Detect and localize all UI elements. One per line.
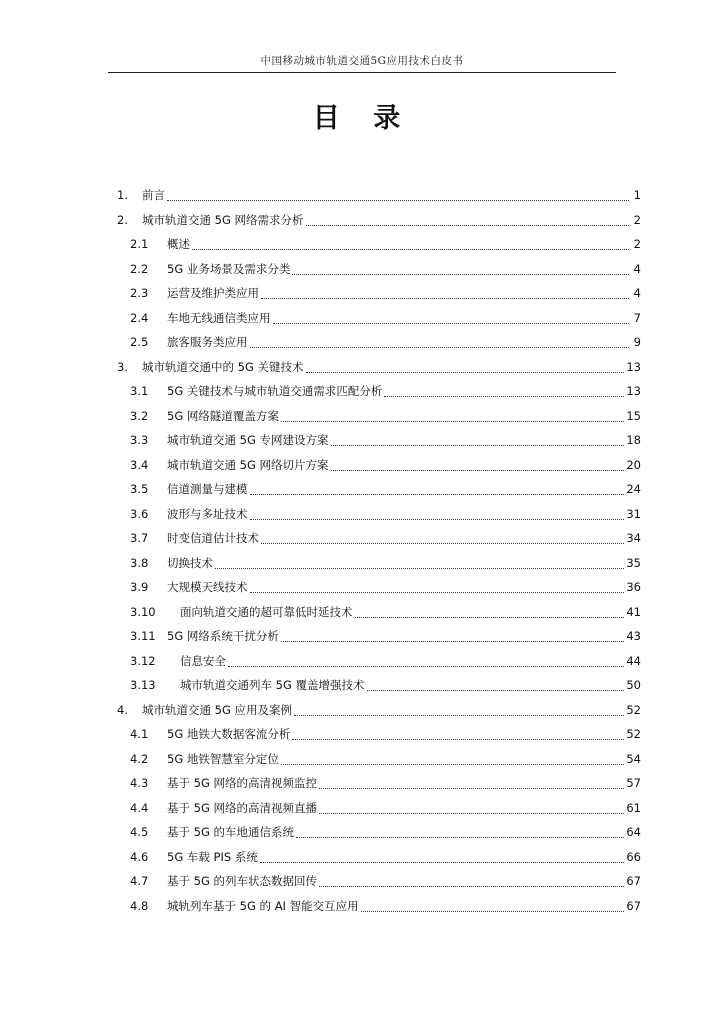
toc-label: 5G 关键技术与城市轨道交通需求匹配分析: [167, 384, 383, 398]
toc-leader-dots: [306, 363, 625, 373]
toc-leader-dots: [367, 681, 625, 691]
toc-entry[interactable]: [0, 526, 725, 551]
toc-number: 2.3: [130, 286, 149, 300]
toc-number: 3.5: [130, 482, 149, 496]
toc-label: 城轨列车基于 5G 的 AI 智能交互应用: [167, 898, 359, 913]
toc-leader-dots: [355, 608, 625, 618]
toc-page-number: 18: [626, 433, 641, 447]
toc-label: 信息安全: [180, 653, 226, 668]
toc-leader-dots: [331, 436, 625, 446]
toc-label: 旅客服务类应用: [167, 335, 248, 349]
toc-entry[interactable]: [0, 477, 725, 502]
toc-label: 概述: [167, 237, 190, 251]
toc-page-number: 4: [633, 261, 641, 276]
toc-leader-dots: [281, 412, 624, 422]
toc-label: 切换技术: [167, 555, 213, 570]
toc-number: 2.2: [130, 261, 149, 276]
toc-number: 4.1: [130, 727, 149, 741]
toc-label: 时变信道估计技术: [167, 531, 259, 545]
page-title: 目 录: [312, 103, 413, 134]
toc-entry[interactable]: [0, 575, 725, 600]
toc-entry[interactable]: [0, 355, 725, 380]
toc-leader-dots: [281, 632, 624, 642]
toc-page-number: 50: [626, 678, 641, 692]
toc-page-number: 13: [626, 359, 641, 374]
toc-label: 信道测量与建模: [167, 482, 248, 496]
toc-number: 3.1: [130, 384, 149, 398]
toc-number: 3.12: [130, 653, 156, 668]
running-header: 中国移动城市轨道交通5G应用技术白皮书: [260, 55, 464, 67]
toc-number: 2.1: [130, 237, 149, 251]
toc-entry[interactable]: [0, 306, 725, 331]
toc-page-number: 24: [626, 482, 641, 496]
toc-entry[interactable]: [0, 453, 725, 478]
toc-number: 4.: [117, 702, 128, 717]
toc-page-number: 7: [633, 310, 641, 325]
toc-label: 大规模天线技术: [167, 580, 248, 594]
toc-label: 基于 5G 的车地通信系统: [167, 825, 295, 839]
toc-entry[interactable]: [0, 624, 725, 649]
toc-number: 3.7: [130, 531, 149, 545]
toc-entry[interactable]: [0, 649, 725, 674]
toc-entry[interactable]: [0, 771, 725, 796]
toc-entry[interactable]: [0, 330, 725, 355]
toc-page-number: 43: [626, 629, 641, 643]
toc-label: 面向轨道交通的超可靠低时延技术: [180, 604, 353, 619]
toc-entry[interactable]: [0, 183, 725, 208]
toc-page-number: 20: [626, 457, 641, 472]
toc-page-number: 44: [626, 653, 641, 668]
toc-entry[interactable]: [0, 208, 725, 233]
toc-page-number: 15: [626, 408, 641, 423]
toc-label: 前言: [142, 188, 165, 202]
toc-leader-dots: [228, 657, 624, 667]
toc-leader-dots: [261, 534, 624, 544]
toc-number: 3.11: [130, 629, 156, 643]
toc-page-number: 67: [626, 898, 641, 913]
toc-number: 2.: [117, 212, 128, 227]
toc-entry[interactable]: [0, 600, 725, 625]
toc-leader-dots: [319, 779, 624, 789]
toc-leader-dots: [281, 755, 624, 765]
toc-label: 基于 5G 网络的高清视频监控: [167, 776, 318, 790]
toc-number: 2.5: [130, 335, 149, 349]
toc-leader-dots: [250, 510, 625, 520]
table-of-contents: [0, 183, 725, 918]
toc-entry[interactable]: [0, 281, 725, 306]
toc-label: 城市轨道交通 5G 网络切片方案: [167, 457, 329, 472]
toc-page-number: 36: [626, 580, 641, 594]
toc-leader-dots: [319, 804, 624, 814]
toc-entry[interactable]: [0, 845, 725, 870]
toc-entry[interactable]: [0, 379, 725, 404]
header-rule: [108, 72, 616, 73]
toc-label: 城市轨道交通 5G 网络需求分析: [142, 212, 304, 227]
toc-label: 运营及维护类应用: [167, 286, 259, 300]
toc-page-number: 13: [626, 384, 641, 398]
toc-leader-dots: [292, 265, 629, 275]
toc-label: 5G 车载 PIS 系统: [167, 849, 258, 864]
toc-leader-dots: [261, 289, 629, 299]
toc-number: 3.6: [130, 506, 149, 521]
toc-number: 3.3: [130, 433, 149, 447]
toc-entry[interactable]: [0, 502, 725, 527]
toc-entry[interactable]: [0, 894, 725, 919]
toc-number: 3.9: [130, 580, 149, 594]
toc-leader-dots: [250, 338, 630, 348]
toc-number: 4.6: [130, 849, 149, 864]
toc-page-number: 2: [633, 237, 641, 251]
toc-label: 波形与多址技术: [167, 506, 248, 521]
toc-entry[interactable]: [0, 257, 725, 282]
toc-label: 5G 地铁智慧室分定位: [167, 751, 279, 766]
toc-entry[interactable]: [0, 796, 725, 821]
toc-page-number: 52: [626, 727, 641, 741]
toc-page-number: 61: [626, 800, 641, 815]
toc-leader-dots: [250, 485, 625, 495]
toc-number: 1.: [117, 188, 128, 202]
toc-page-number: 31: [626, 506, 641, 521]
toc-number: 4.8: [130, 898, 149, 913]
toc-label: 城市轨道交通列车 5G 覆盖增强技术: [180, 678, 365, 692]
toc-label: 城市轨道交通 5G 专网建设方案: [167, 433, 329, 447]
toc-page-number: 35: [626, 555, 641, 570]
toc-label: 车地无线通信类应用: [167, 310, 271, 325]
toc-entry[interactable]: [0, 673, 725, 698]
toc-label: 城市轨道交通中的 5G 关键技术: [142, 359, 304, 374]
toc-leader-dots: [296, 828, 624, 838]
toc-label: 5G 网络系统干扰分析: [167, 629, 279, 643]
toc-page-number: 34: [626, 531, 641, 545]
toc-entry[interactable]: [0, 722, 725, 747]
toc-leader-dots: [331, 461, 625, 471]
toc-label: 基于 5G 的列车状态数据回传: [167, 874, 318, 888]
toc-page-number: 9: [633, 335, 641, 349]
toc-page-number: 1: [633, 188, 641, 202]
toc-leader-dots: [273, 314, 630, 324]
toc-leader-dots: [215, 559, 624, 569]
toc-leader-dots: [250, 583, 625, 593]
toc-leader-dots: [167, 191, 629, 201]
toc-leader-dots: [361, 902, 625, 912]
toc-page-number: 54: [626, 751, 641, 766]
toc-page-number: 52: [626, 702, 641, 717]
toc-page-number: 67: [626, 874, 641, 888]
toc-number: 2.4: [130, 310, 149, 325]
toc-number: 3.4: [130, 457, 149, 472]
toc-number: 4.3: [130, 776, 149, 790]
toc-number: 4.5: [130, 825, 149, 839]
toc-entry[interactable]: [0, 747, 725, 772]
toc-leader-dots: [319, 877, 624, 887]
toc-number: 3.10: [130, 604, 156, 619]
toc-entry[interactable]: [0, 869, 725, 894]
toc-label: 5G 地铁大数据客流分析: [167, 727, 291, 741]
toc-page-number: 57: [626, 776, 641, 790]
toc-label: 基于 5G 网络的高清视频直播: [167, 800, 318, 815]
toc-label: 城市轨道交通 5G 应用及案例: [142, 702, 293, 717]
toc-number: 3.: [117, 359, 128, 374]
toc-number: 3.8: [130, 555, 149, 570]
toc-label: 5G 网络隧道覆盖方案: [167, 408, 279, 423]
toc-page-number: 4: [633, 286, 641, 300]
toc-number: 4.7: [130, 874, 149, 888]
toc-entry[interactable]: [0, 404, 725, 429]
toc-entry[interactable]: [0, 232, 725, 257]
toc-label: 5G 业务场景及需求分类: [167, 261, 291, 276]
toc-entry[interactable]: [0, 551, 725, 576]
toc-leader-dots: [292, 730, 624, 740]
toc-entry[interactable]: [0, 428, 725, 453]
toc-number: 4.2: [130, 751, 149, 766]
toc-page-number: 41: [626, 604, 641, 619]
toc-page-number: 66: [626, 849, 641, 864]
toc-number: 3.2: [130, 408, 149, 423]
toc-page-number: 64: [626, 825, 641, 839]
toc-leader-dots: [260, 853, 625, 863]
toc-page-number: 2: [633, 212, 641, 227]
toc-leader-dots: [306, 216, 629, 226]
toc-leader-dots: [294, 706, 624, 716]
toc-number: 4.4: [130, 800, 149, 815]
toc-leader-dots: [384, 387, 624, 397]
toc-leader-dots: [192, 240, 629, 250]
toc-number: 3.13: [130, 678, 156, 692]
toc-entry[interactable]: [0, 698, 725, 723]
toc-entry[interactable]: [0, 820, 725, 845]
